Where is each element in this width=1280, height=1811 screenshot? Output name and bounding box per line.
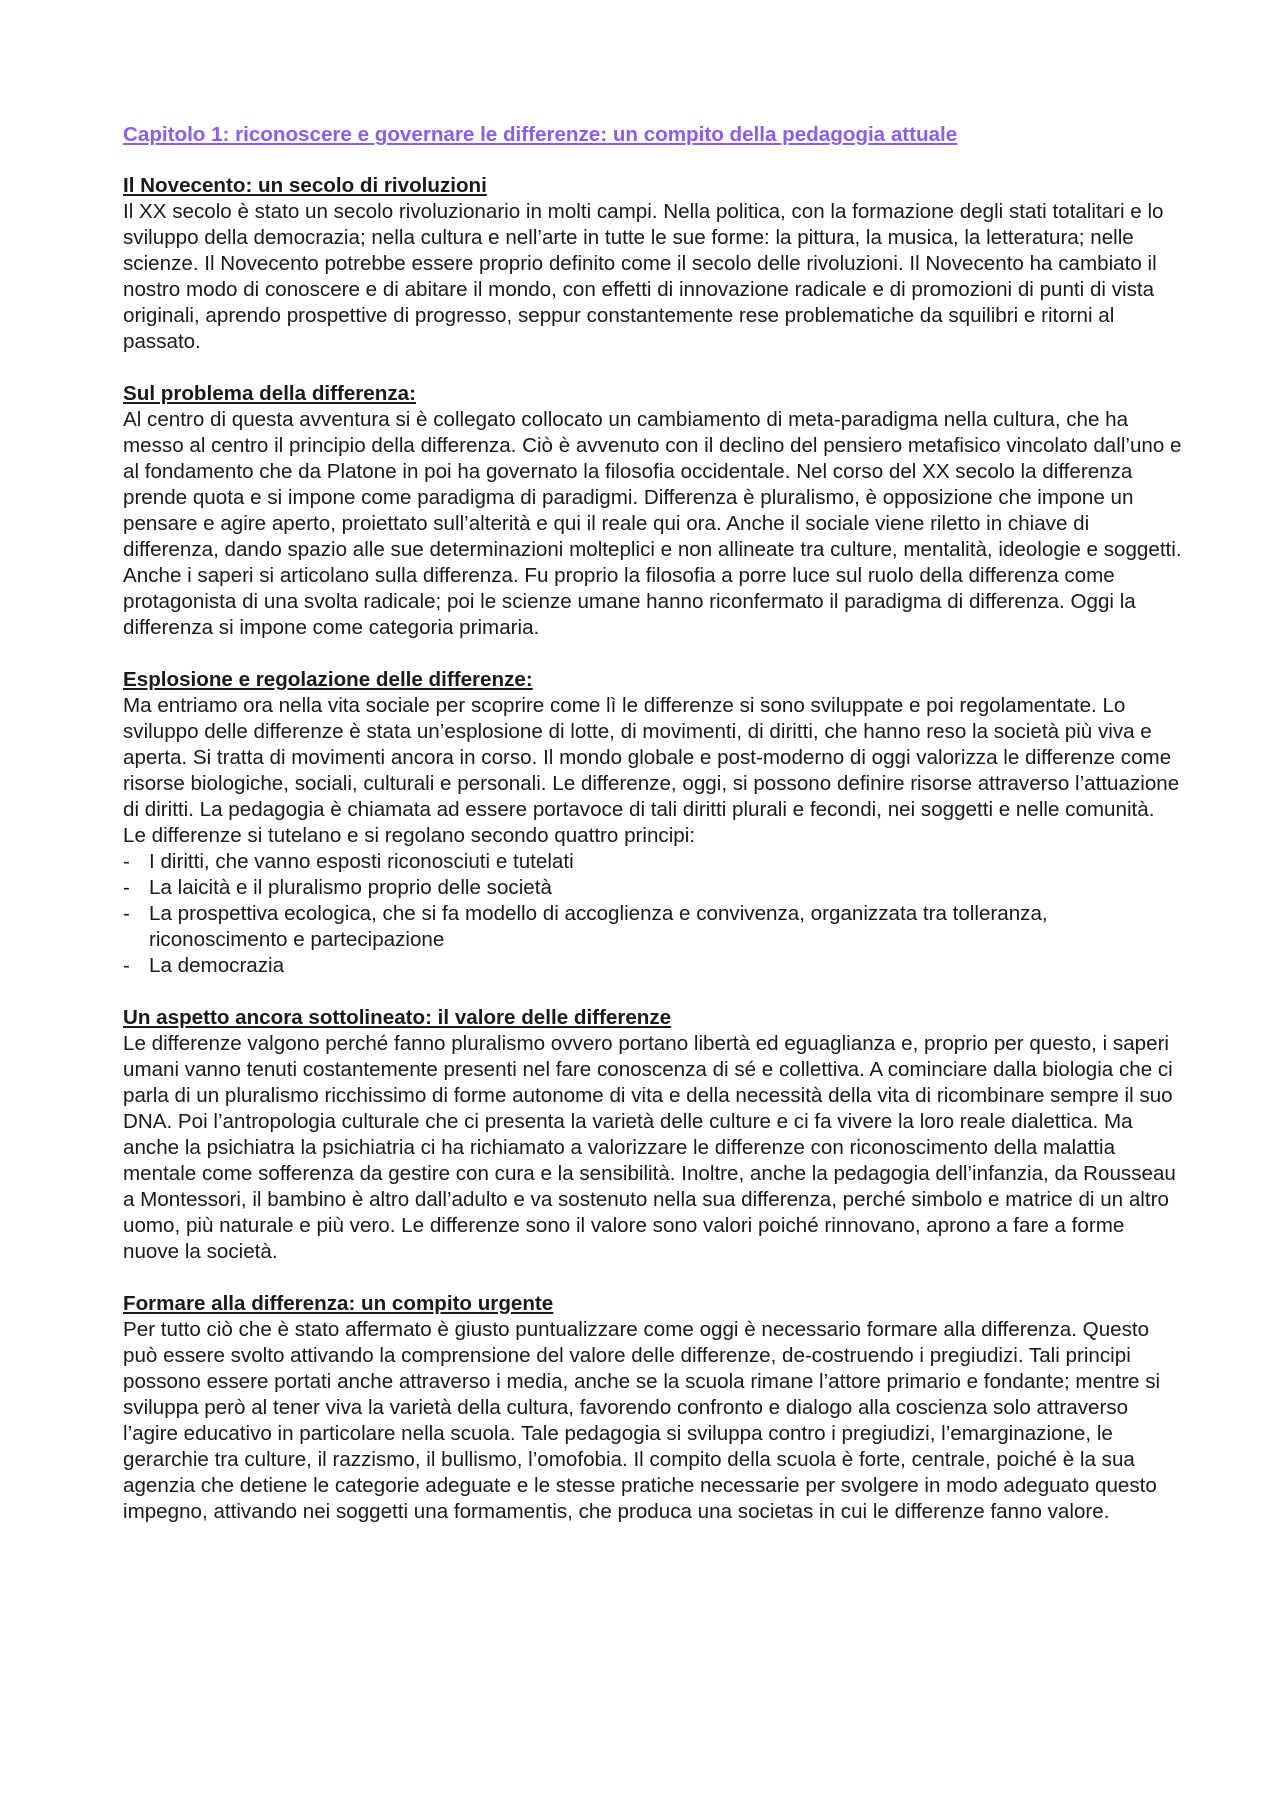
list-item-text: I diritti, che vanno esposti riconosciuti e tutelati <box>149 850 574 873</box>
section-valore-differenze <box>123 1005 1183 1265</box>
list-item-text: La prospettiva ecologica, che si fa modello di accoglienza e convivenza, organizzata tra tolleranza, riconoscimento e partecipazione <box>149 902 1048 951</box>
bullet-dash: - <box>123 876 130 899</box>
list-item <box>123 953 1183 979</box>
chapter-title[interactable]: Capitolo 1: riconoscere e governare le differenze: un compito della pedagogia attuale <box>123 123 958 146</box>
list-item-text: La laicità e il pluralismo proprio delle società <box>149 876 552 899</box>
list-item <box>123 849 1183 875</box>
bullet-dash: - <box>123 850 130 873</box>
section-paragraph: Ma entriamo ora nella vita sociale per scoprire come lì le differenze si sono sviluppate e poi regolamentate. Lo sviluppo delle differenze è stata un’esplosione di lotte, di movimenti, di diritti, che hanno reso la società più viva e aperta. Si tratta di movimenti ancora in corso. Il mondo globale e post-moderno di oggi valorizza le differenze come risorse biologiche, sociali, culturali e personali. Le differenze, oggi, si possono definire risorse attraverso l’attuazione di diritti. La pedagogia è chiamata ad essere portavoce di tali diritti plurali e fecondi, nei soggetti e nelle comunità. Le differenze si tutelano e si regolano secondo quattro principi: <box>123 694 1180 847</box>
section-paragraph: Per tutto ciò che è stato affermato è giusto puntualizzare come oggi è necessario formare alla differenza. Questo può essere svolto attivando la comprensione del valore delle differenze, de-costruendo i pregiudizi. Tali principi possono essere portati anche attraverso i media, anche se la scuola rimane l’attore primario e fondante; mentre si sviluppa però al tener viva la varietà della cultura, favorendo confronto e dialogo alla coscienza solo attraverso l’agire educativo in particolare nella scuola. Tale pedagogia si sviluppa contro i pregiudizi, l’emarginazione, le gerarchie tra culture, il razzismo, il bullismo, l’omofobia. Il compito della scuola è forte, centrale, poiché è la sua agenzia che detiene le categorie adeguate e le stesse pratiche necessarie per svolgere in modo adeguato questo impegno, attivando nei soggetti una formamentis, che produca una societas in cui le differenze fanno valore. <box>123 1318 1161 1523</box>
section-formare-differenza <box>123 1291 1183 1525</box>
section-heading: Esplosione e regolazione delle differenze: <box>123 668 533 691</box>
section-novecento <box>123 173 1183 355</box>
section-heading: Il Novecento: un secolo di rivoluzioni <box>123 174 487 197</box>
list-item <box>123 875 1183 901</box>
document-page <box>123 122 1183 1551</box>
section-problema-differenza <box>123 381 1183 641</box>
section-heading: Sul problema della differenza: <box>123 382 416 405</box>
section-paragraph: Al centro di questa avventura si è collegato collocato un cambiamento di meta-paradigma nella cultura, che ha messo al centro il principio della differenza. Ciò è avvenuto con il declino del pensiero metafisico vincolato dall’uno e al fondamento che da Platone in poi ha governato la filosofia occidentale. Nel corso del XX secolo la differenza prende quota e si impone come paradigma di paradigmi. Differenza è pluralismo, è opposizione che impone un pensare e agire aperto, proiettato sull’alterità e qui il reale qui ora. Anche il sociale viene riletto in chiave di differenza, dando spazio alle sue determinazioni molteplici e non allineate tra culture, mentalità, ideologie e soggetti. Anche i saperi si articolano sulla differenza. Fu proprio la filosofia a porre luce sul ruolo della differenza come protagonista di una svolta radicale; poi le scienze umane hanno riconfermato il paradigma di differenza. Oggi la differenza si impone come categoria primaria. <box>123 408 1182 639</box>
list-item <box>123 901 1183 953</box>
section-paragraph: Il XX secolo è stato un secolo rivoluzionario in molti campi. Nella politica, con la formazione degli stati totalitari e lo sviluppo della democrazia; nella cultura e nell’arte in tutte le sue forme: la pittura, la musica, la letteratura; nelle scienze. Il Novecento potrebbe essere proprio definito come il secolo delle rivoluzioni. Il Novecento ha cambiato il nostro modo di conoscere e di abitare il mondo, con effetti di innovazione radicale e di promozioni di punti di vista originali, aprendo prospettive di progresso, seppur constantemente rese problematiche da squilibri e ritorni al passato. <box>123 200 1164 353</box>
section-esplosione-regolazione <box>123 667 1183 979</box>
list-item-text: La democrazia <box>149 954 285 977</box>
section-heading: Formare alla differenza: un compito urgente <box>123 1292 554 1315</box>
bullet-dash: - <box>123 954 130 977</box>
bullet-dash: - <box>123 902 130 925</box>
principles-list <box>123 849 1183 979</box>
section-heading: Un aspetto ancora sottolineato: il valore delle differenze <box>123 1006 672 1029</box>
section-paragraph: Le differenze valgono perché fanno pluralismo ovvero portano libertà ed eguaglianza e, proprio per questo, i saperi umani vanno tenuti costantemente presenti nel fare conoscenza di sé e collettiva. A cominciare dalla biologia che ci parla di un pluralismo ricchissimo di forme autonome di vita e della necessità della vita di ricombinare sempre il suo DNA. Poi l’antropologia culturale che ci presenta la varietà delle culture e ci fa vivere la loro reale dialettica. Ma anche la psichiatra la psichiatria ci ha richiamato a valorizzare le differenze con riconoscimento della malattia mentale come sofferenza da gestire con cura e la sensibilità. Inoltre, anche la pedagogia dell’infanzia, da Rousseau a Montessori, il bambino è altro dall’adulto e va sostenuto nella sua differenza, perché simbolo e matrice di un altro uomo, più naturale e più vero. Le differenze sono il valore sono valori poiché rinnovano, aprono a fare a forme nuove la società. <box>123 1032 1176 1263</box>
